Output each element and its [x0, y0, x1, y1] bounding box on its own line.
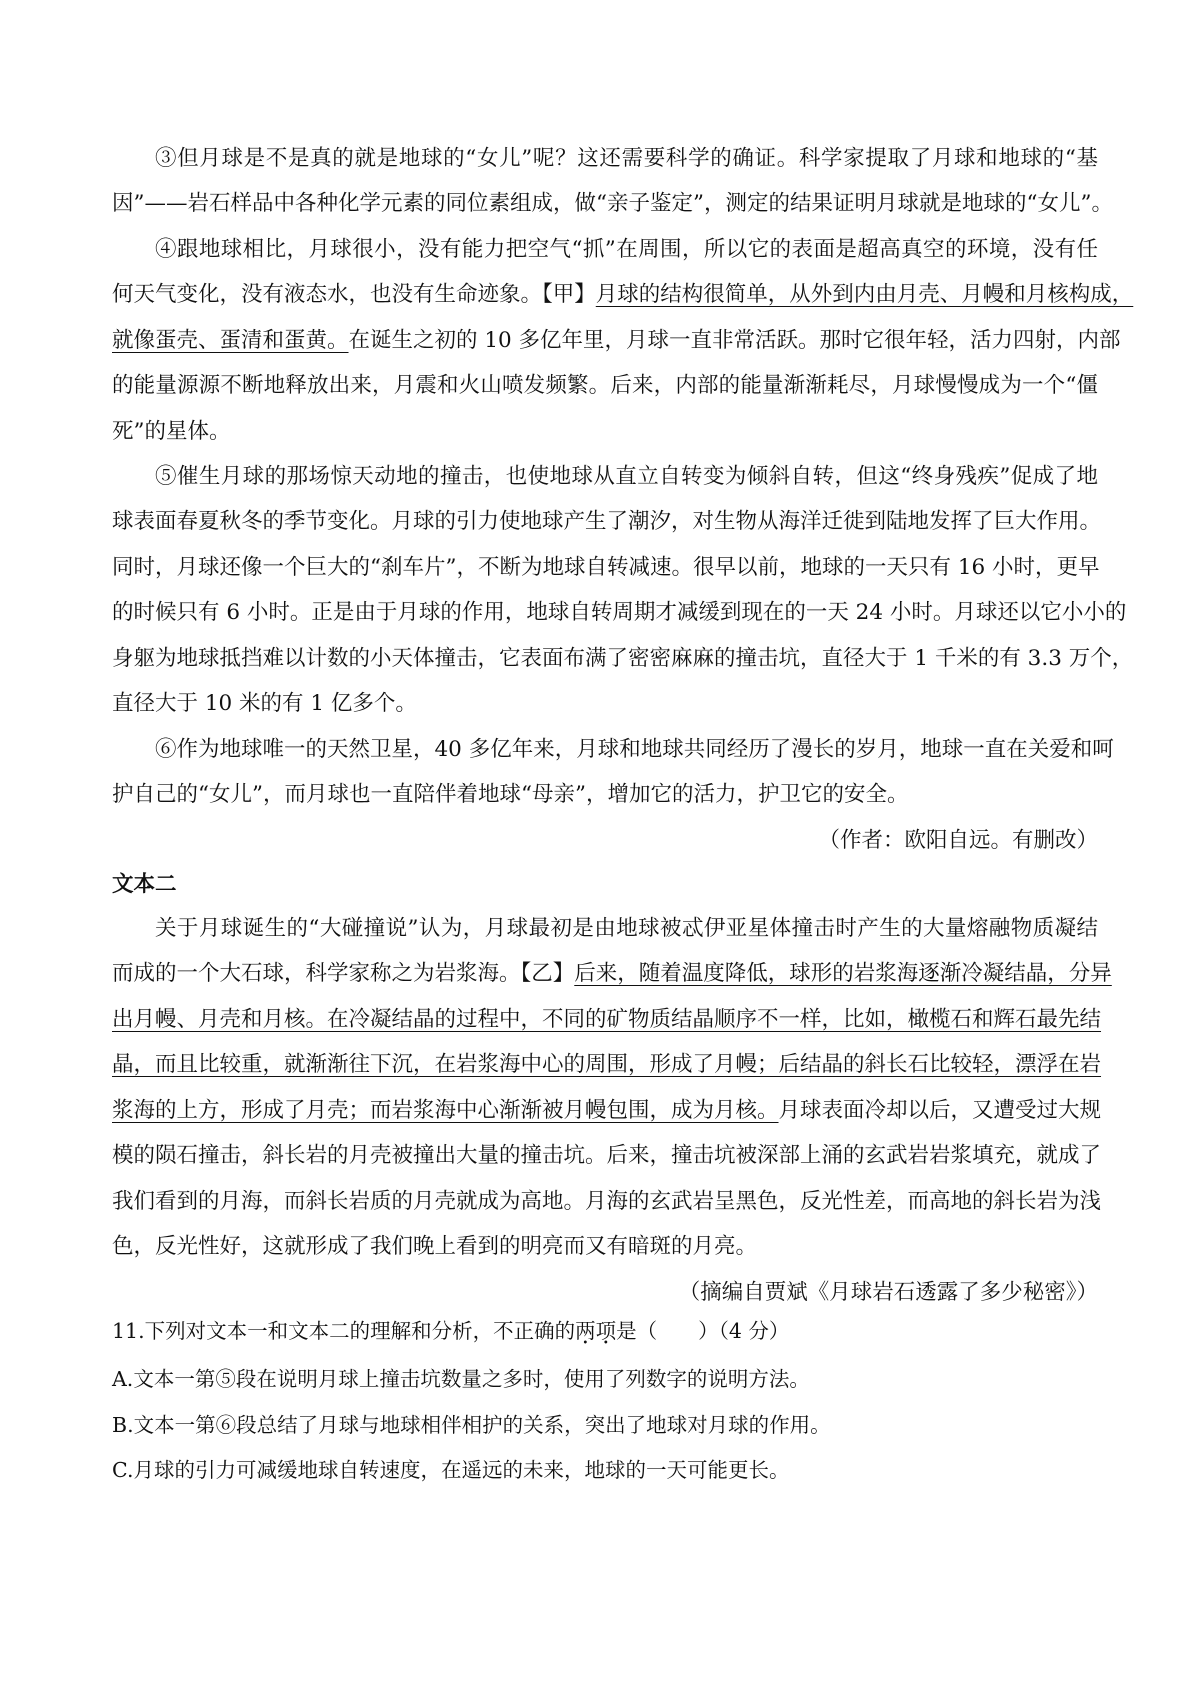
option-a: A.文本一第⑤段在说明月球上撞击坑数量之多时，使用了列数字的说明方法。 — [112, 1367, 810, 1391]
text2-line-5-text: 月球表面冷却以后，又遭受过大规 — [778, 1098, 1102, 1123]
underlined-passage-yi: 后来，随着温度降低，球形的岩浆海逐渐冷凝结晶，分异 — [574, 961, 1112, 986]
text2-line-7: 我们看到的月海，而斜长岩质的月壳就成为高地。月海的玄武岩呈黑色，反光性差，而高地的斜长岩为浅 — [112, 1189, 1102, 1214]
question-stem-tail: 是（ ）（4 分） — [616, 1319, 790, 1343]
underlined-passage-yi-end: 浆海的上方，形成了月壳；而岩浆海中心渐渐被月幔包围，成为月核。 — [112, 1098, 779, 1123]
paragraph-5-line-6: 直径大于 10 米的有 1 亿多个。 — [112, 691, 417, 716]
paragraph-4-line-3-text: 在诞生之初的 10 多亿年里，月球一直非常活跃。那时它很年轻，活力四射，内部 — [348, 328, 1121, 353]
option-b: B.文本一第⑥段总结了月球与地球相伴相护的关系，突出了地球对月球的作用。 — [112, 1413, 831, 1437]
option-c: C.月球的引力可减缓地球自转速度，在遥远的未来，地球的一天可能更长。 — [112, 1458, 790, 1482]
text1-source: （作者：欧阳自远。有删改） — [818, 828, 1098, 853]
paragraph-4-line-1: ④跟地球相比，月球很小，没有能力把空气“抓”在周围，所以它的表面是超高真空的环境，没有任 — [155, 237, 1098, 262]
text2-line-2 — [112, 959, 1112, 989]
underlined-passage-jia: 月球的结构很简单，从外到内由月壳、月幔和月核构成， — [595, 282, 1134, 307]
text2-line-2-text: 而成的一个大石球，科学家称之为岩浆海。【乙】 — [112, 961, 575, 986]
paragraph-3-line-2: 因”——岩石样品中各种化学元素的同位素组成，做“亲子鉴定”，测定的结果证明月球就是地球的“女儿”。 — [112, 191, 1113, 216]
paragraph-5-line-5: 身躯为地球抵挡难以计数的小天体撞击，它表面布满了密密麻麻的撞击坑，直径大于 1 千米的有 3.3 万个， — [112, 646, 1134, 671]
text2-source: （摘编自贾斌《月球岩石透露了多少秘密》） — [678, 1280, 1098, 1305]
paragraph-5-line-3: 同时，月球还像一个巨大的“刹车片”，不断为地球自转减速。很早以前，地球的一天只有 16 小时，更早 — [112, 555, 1100, 580]
underlined-passage-jia-end: 就像蛋壳、蛋清和蛋黄。 — [112, 328, 349, 353]
paragraph-5-line-2: 球表面春夏秋冬的季节变化。月球的引力使地球产生了潮汐，对生物从海洋迁徙到陆地发挥了巨大作用。 — [112, 509, 1102, 534]
text2-line-1: 关于月球诞生的“大碰撞说”认为，月球最初是由地球被忒伊亚星体撞击时产生的大量熔融物质凝结 — [155, 916, 1098, 941]
underlined-passage-yi-cont-2: 晶，而且比较重，就渐渐往下沉，在岩浆海中心的周围，形成了月幔；后结晶的斜长石比较轻，漂浮在岩 — [112, 1052, 1102, 1077]
paragraph-3-line-1: ③但月球是不是真的就是地球的“女儿”呢？这还需要科学的确证。科学家提取了月球和地球的“基 — [155, 146, 1098, 171]
text2-line-5 — [112, 1096, 1102, 1126]
question-11-stem — [112, 1316, 1098, 1346]
text2-line-4 — [112, 1050, 1102, 1080]
text2-line-8: 色，反光性好，这就形成了我们晚上看到的明亮而又有暗斑的月亮。 — [112, 1234, 758, 1259]
paragraph-6-line-2: 护自己的“女儿”，而月球也一直陪伴着地球“母亲”，增加它的活力，护卫它的安全。 — [112, 782, 909, 807]
paragraph-4-line-2 — [112, 280, 1134, 310]
paragraph-4-line-3 — [112, 326, 1121, 356]
emphasis-dot-char-1: 两 — [575, 1319, 596, 1343]
paragraph-6-line-1: ⑥作为地球唯一的天然卫星，40 多亿年来，月球和地球共同经历了漫长的岁月，地球一直在关爱和呵 — [155, 737, 1114, 762]
text2-heading: 文本二 — [112, 872, 177, 897]
paragraph-4-line-5: 死”的星体。 — [112, 419, 231, 444]
underlined-passage-yi-cont-1: 出月幔、月壳和月核。在冷凝结晶的过程中，不同的矿物质结晶顺序不一样，比如，橄榄石和辉石最先结 — [112, 1007, 1102, 1032]
paragraph-5-line-4: 的时候只有 6 小时。正是由于月球的作用，地球自转周期才减缓到现在的一天 24 小时。月球还以它小小的 — [112, 600, 1127, 625]
text2-line-6: 模的陨石撞击，斜长岩的月壳被撞出大量的撞击坑。后来，撞击坑被深部上涌的玄武岩岩浆填充，就成了 — [112, 1143, 1102, 1168]
emphasis-dot-char-2: 项 — [595, 1319, 617, 1343]
paragraph-4-line-2-text: 何天气变化，没有液态水，也没有生命迹象。【甲】 — [112, 282, 596, 307]
question-stem-text: 11.下列对文本一和文本二的理解和分析，不正确的 — [112, 1319, 576, 1343]
text2-line-3 — [112, 1005, 1102, 1035]
paragraph-4-line-4: 的能量源源不断地释放出来，月震和火山喷发频繁。后来，内部的能量渐渐耗尽，月球慢慢成为一个“僵 — [112, 373, 1098, 398]
paragraph-5-line-1: ⑤催生月球的那场惊天动地的撞击，也使地球从直立自转变为倾斜自转，但这“终身残疾”促成了地 — [155, 464, 1098, 489]
